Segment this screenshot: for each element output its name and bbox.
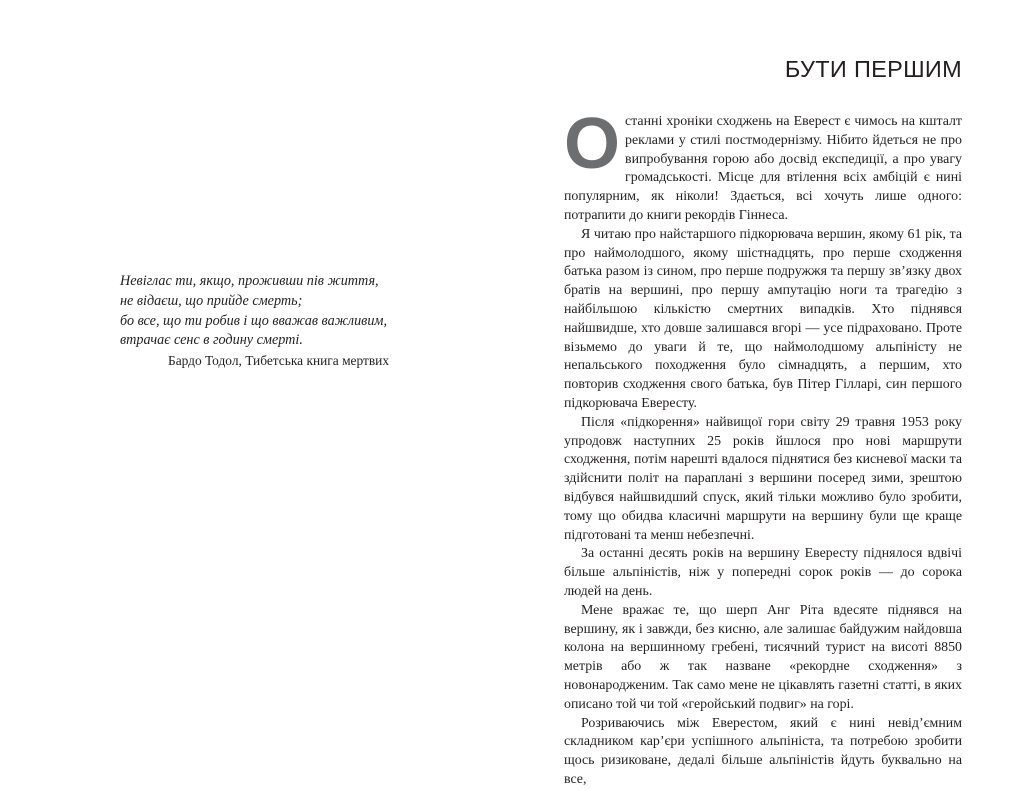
chapter-text: [564, 104, 962, 790]
chapter-title: БУТИ ПЕРШИМ: [784, 56, 962, 82]
epigraph-line: не відаєш, що прийде смерть;: [120, 292, 303, 309]
epigraph: [120, 272, 410, 371]
epigraph-line: втрачає сенс в годину смерті.: [120, 332, 303, 349]
paragraph-3: Після «підкорення» найвищої гори світу 29 травня 1953 року упродовж наступних 25 років йшлося про нові маршрути сходження, потім нарешті вдалося піднятися без кисневої маски та здійснити політ на параплані з вершини посеред зими, зрештою відбувся найшвидший спуск, який тільки можливо було зробити, тому що обидва класичні маршрути на вершину були ще краще підготовані та менш небезпечні.: [564, 414, 962, 543]
paragraph-5: Мене вражає те, що шерп Анг Ріта вдесяте піднявся на вершину, як і завжди, без кисню, але залишає байдужим найдовша колона на вершинному гребені, тисячний турист на висоті 8850 метрів або ж так назване «рекордне сходження» з новонародженим. Так само мене не цікавлять газетні статті, в яких описано той чи той «геройський подвиг» на горі.: [564, 602, 962, 712]
paragraph-1-text: станні хроніки сходжень на Еверест є чимось на кшталт реклами у стилі постмодернізму. Нібито йдеться не про випробування горою або досвід експедиції, а про увагу громадськості. Місце для втілення всіх амбіцій є нині популярним, як ніколи! Здається, всі хочуть лише одного: потрапити до книги рекордів Гіннеса.: [564, 114, 962, 223]
epigraph-line: бо все, що ти робив і що вважав важливим,: [120, 312, 388, 329]
epigraph-source: Бардо Тодол, Тибетська книга мертвих: [168, 353, 390, 369]
drop-cap: О: [564, 104, 621, 184]
paragraph-4: За останні десять років на вершину Евересту піднялося вдвічі більше альпіністів, ніж у попередні сорок років — до сорока людей на день.: [564, 546, 962, 599]
epigraph-line: Невіглас ти, якщо, проживши пів життя,: [120, 273, 379, 289]
paragraph-1: [564, 104, 962, 226]
paragraph-6: Розриваючись між Еверестом, який є нині невід’ємним складником кар’єри успішного альпініста, та потребою зробити щось ризиковане, дедалі більше альпіністів йдуть буквально на все,: [564, 715, 962, 787]
paragraph-2: Я читаю про найстаршого підкорювача вершин, якому 61 рік, та про наймолодшого, якому шістнадцять, про перше сходження батька разом із сином, про перше подружжя та першу зв’язку двох братів на вершині, про першу ампутацію ноги та трагедію з найбільшою кількістю смертних випадків. Хто піднявся найшвидше, хто довше залишався вгорі — усе підраховано. Проте візьмемо до уваги й те, що наймолодшому альпіністу не непальського походження було сімнадцять, а першим, хто повторив сходження свого батька, був Пітер Гілларі, син першого підкорювача Евересту.: [564, 226, 962, 411]
